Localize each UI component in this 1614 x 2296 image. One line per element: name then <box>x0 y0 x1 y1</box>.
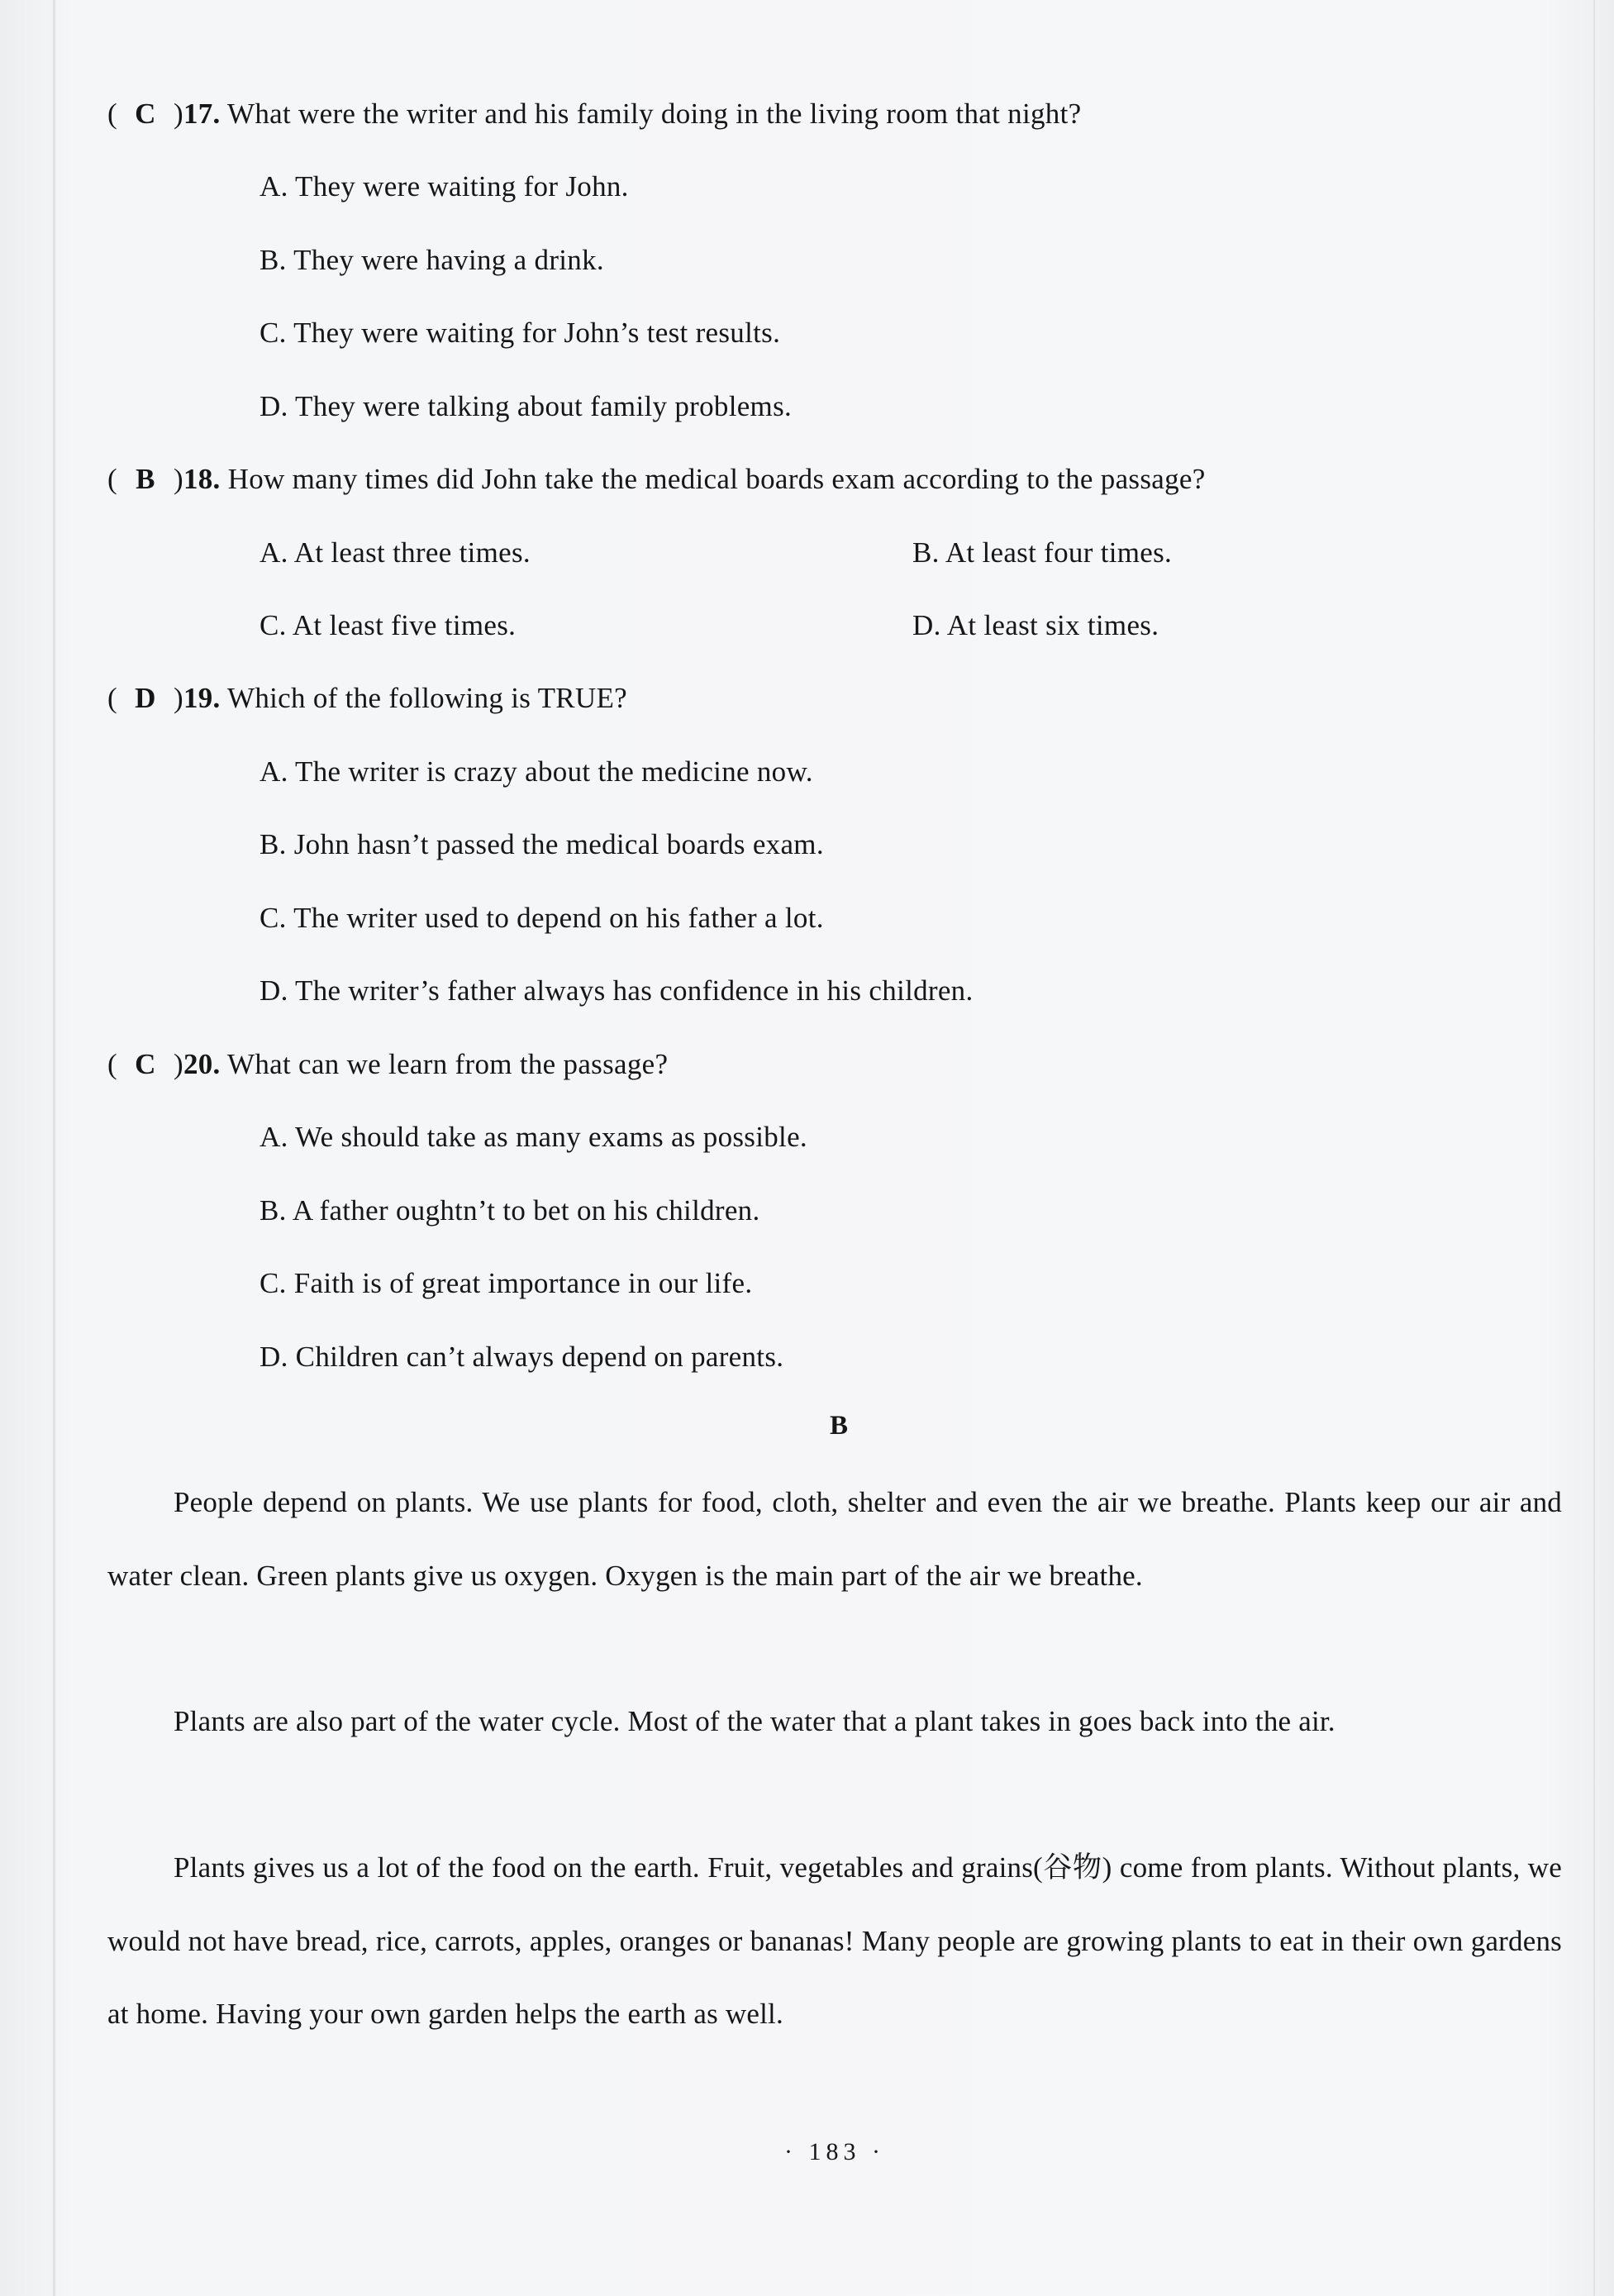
paren-close: ) <box>173 682 183 714</box>
paren-close: ) <box>173 1048 183 1080</box>
question-number-20: 20. <box>183 1048 221 1080</box>
paren-open: ( <box>107 463 117 495</box>
page-number: · 183 · <box>784 2138 885 2165</box>
q19-option-a: A. The writer is crazy about the medicine now. <box>259 755 813 788</box>
answer-17: C <box>135 98 156 130</box>
paren-open: ( <box>107 1048 117 1080</box>
question-text-17: What were the writer and his family doing in the living room that night? <box>227 98 1082 130</box>
q17-option-d: D. They were talking about family problems. <box>259 390 793 422</box>
q19-option-b: B. John hasn’t passed the medical boards exam. <box>259 828 824 860</box>
passage-paragraph-1: People depend on plants. We use plants for food, cloth, shelter and even the air we breathe. Plants keep our air and water clean. Green plants give us oxygen. Oxygen is the main part of the air we breathe. <box>107 1486 1562 1592</box>
answer-20: C <box>135 1048 156 1080</box>
question-number-19: 19. <box>183 682 221 714</box>
q18-option-a: A. At least three times. <box>259 536 531 569</box>
q20-option-d: D. Children can’t always depend on parents. <box>259 1341 784 1373</box>
q19-option-d: D. The writer’s father always has confidence in his children. <box>259 974 974 1007</box>
q20-option-b: B. A father oughtn’t to bet on his children. <box>259 1194 760 1227</box>
page-edge-left <box>53 0 55 2296</box>
question-17-stem <box>107 96 1081 132</box>
question-number-18: 18. <box>183 463 221 495</box>
paren-close: ) <box>173 463 183 495</box>
q18-option-b: B. At least four times. <box>912 536 1173 569</box>
question-number-17: 17. <box>183 98 221 130</box>
passage-paragraph-3: Plants gives us a lot of the food on the earth. Fruit, vegetables and grains(谷物) come from plants. Without plants, we would not have bread, rice, carrots, apples, oranges or bananas! Many people are growing plants to eat in their own gardens at home. Having your own garden helps the earth as well. <box>107 1851 1562 2030</box>
q18-option-d: D. At least six times. <box>912 609 1159 641</box>
q20-option-c: C. Faith is of great importance in our life. <box>259 1267 753 1299</box>
q17-option-a: A. They were waiting for John. <box>259 170 629 202</box>
question-19-stem <box>107 680 627 717</box>
question-text-18: How many times did John take the medical boards exam according to the passage? <box>227 463 1206 495</box>
q17-option-b: B. They were having a drink. <box>259 244 604 276</box>
answer-19: D <box>135 682 156 714</box>
q17-option-c: C. They were waiting for John’s test results. <box>259 317 781 349</box>
question-text-19: Which of the following is TRUE? <box>227 682 628 714</box>
answer-18: B <box>136 463 155 495</box>
paren-open: ( <box>107 682 117 714</box>
q20-option-a: A. We should take as many exams as possible. <box>259 1121 807 1153</box>
paren-close: ) <box>173 98 183 130</box>
question-20-stem <box>107 1046 668 1083</box>
q18-option-c: C. At least five times. <box>259 609 517 641</box>
paren-open: ( <box>107 98 117 130</box>
page-edge-right <box>1593 0 1595 2296</box>
section-title: B <box>829 1411 848 1441</box>
question-text-20: What can we learn from the passage? <box>227 1048 669 1080</box>
question-18-stem <box>107 461 1206 498</box>
q19-option-c: C. The writer used to depend on his father a lot. <box>259 902 824 934</box>
passage-paragraph-2: Plants are also part of the water cycle. Most of the water that a plant takes in goes back into the air. <box>174 1705 1335 1737</box>
